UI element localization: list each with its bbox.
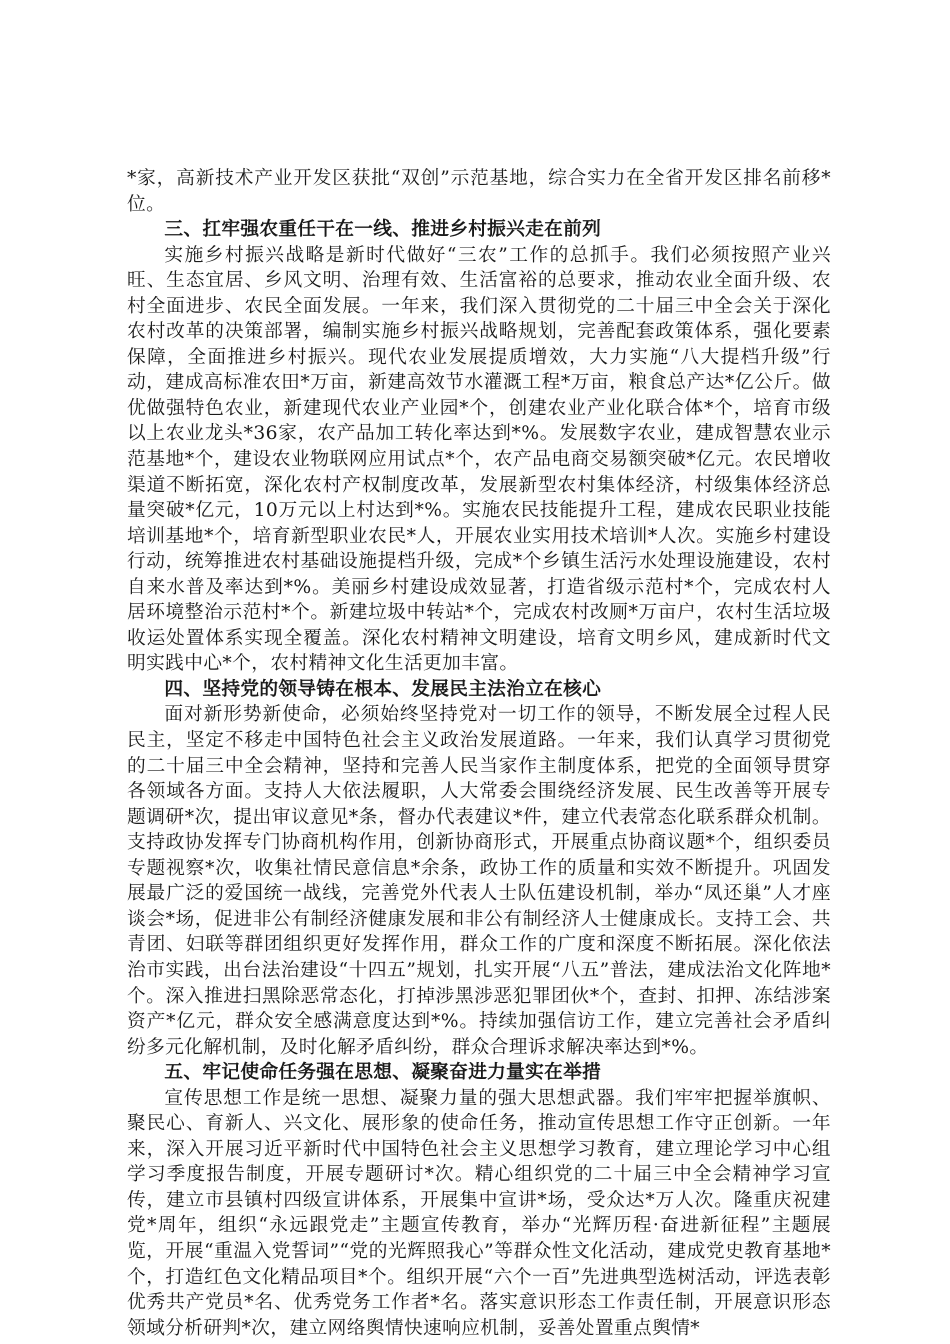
section-body-4: 面对新形势新使命，必须始终坚持党对一切工作的领导，不断发展全过程人民民主，坚定不移走中国特色社会主义政治发展道路。一年来，我们认真学习贯彻党的二十届三中全会精神，坚持和完善人民当家作主制度体系，把党的全面领导贯穿各领域各方面。支持人大依法履职，人大常委会围绕经济发展、民生改善等开展专题调研*次，提出审议意见*条，督办代表建议*件，建立代表常态化联系群众机制。支持政协发挥专门协商机构作用，创新协商形式，开展重点协商议题*个，组织委员专题视察*次，收集社情民意信息*余条，政协工作的质量和实效不断提升。巩固发展最广泛的爱国统一战线，完善党外代表人士队伍建设机制，举办“凤还巢”人才座谈会*场，促进非公有制经济健康发展和非公有制经济人士健康成长。支持工会、共青团、妇联等群团组织更好发挥作用，群众工作的广度和深度不断拓展。深化依法治市实践，出台法治建设“十四五”规划，扎实开展“八五”普法，建成法治文化阵地*个。深入推进扫黑除恶常态化，打掉涉黑涉恶犯罪团伙*个，查封、扣押、冻结涉案资产*亿元，群众安全感满意度达到*%。持续加强信访工作，建立完善社会矛盾纠纷多元化解机制，及时化解矛盾纠纷，群众合理诉求解决率达到*%。 [127,704,831,1058]
section-heading-3: 三、扛牢强农重任干在一线、推进乡村振兴走在前列 [164,219,602,241]
section-heading-4: 四、坚持党的领导铸在根本、发展民主法治立在核心 [164,678,602,700]
section-body-5: 宣传思想工作是统一思想、凝聚力量的强大思想武器。我们牢牢把握举旗帜、聚民心、育新人、兴文化、展形象的使命任务，推动宣传思想工作守正创新。一年来，深入开展习近平新时代中国特色社会主义思想学习教育，建立理论学习中心组学习季度报告制度，开展专题研讨*次。精心组织党的二十届三中全会精神学习宣传，建立市县镇村四级宣讲体系，开展集中宣讲*场，受众达*万人次。隆重庆祝建党*周年，组织“永远跟党走”主题宣传教育，举办“光辉历程·奋进新征程”主题展览，开展“重温入党誓词”“党的光辉照我心”等群众性文化活动，建成党史教育基地*个，打造红色文化精品项目*个。组织开展“六个一百”先进典型选树活动，评选表彰优秀共产党员*名、优秀党务工作者*名。落实意识形态工作责任制，开展意识形态领域分析研判*次，建立网络舆情快速响应机制，妥善处置重点舆情* [127,1087,831,1339]
section-heading-5: 五、牢记使命任务强在思想、凝聚奋进力量实在举措 [164,1062,602,1084]
section-body-3: 实施乡村振兴战略是新时代做好“三农”工作的总抓手。我们必须按照产业兴旺、生态宜居、乡风文明、治理有效、生活富裕的总要求，推动农业全面升级、农村全面进步、农民全面发展。一年来，我们深入贯彻党的二十届三中全会关于深化农村改革的决策部署，编制实施乡村振兴战略规划，完善配套政策体系，强化要素保障，全面推进乡村振兴。现代农业发展提质增效，大力实施“八大提档升级”行动，建成高标准农田*万亩，新建高效节水灌溉工程*万亩，粮食总产达*亿公斤。做优做强特色农业，新建现代农业产业园*个，创建农业产业化联合体*个，培育市级以上农业龙头*36家，农产品加工转化率达到*%。发展数字农业，建成智慧农业示范基地*个，建设农业物联网应用试点*个，农产品电商交易额突破*亿元。农民增收渠道不断拓宽，深化农村产权制度改革，发展新型农村集体经济，村级集体经济总量突破*亿元，10万元以上村达到*%。实施农民技能提升工程，建成农民职业技能培训基地*个，培育新型职业农民*人，开展农业实用技术培训*人次。实施乡村建设行动，统筹推进农村基础设施提档升级，完成*个乡镇生活污水处理设施建设，农村自来水普及率达到*%。美丽乡村建设成效显著，打造省级示范村*个，完成农村人居环境整治示范村*个。新建垃圾中转站*个，完成农村改厕*万亩户，农村生活垃圾收运处置体系实现全覆盖。深化农村精神文明建设，培育文明乡风，建成新时代文明实践中心*个，农村精神文化生活更加丰富。 [127,244,831,675]
continuation-paragraph: *家，高新技术产业开发区获批“双创”示范基地，综合实力在全省开发区排名前移*位。 [127,168,831,215]
document-page [127,166,831,1341]
